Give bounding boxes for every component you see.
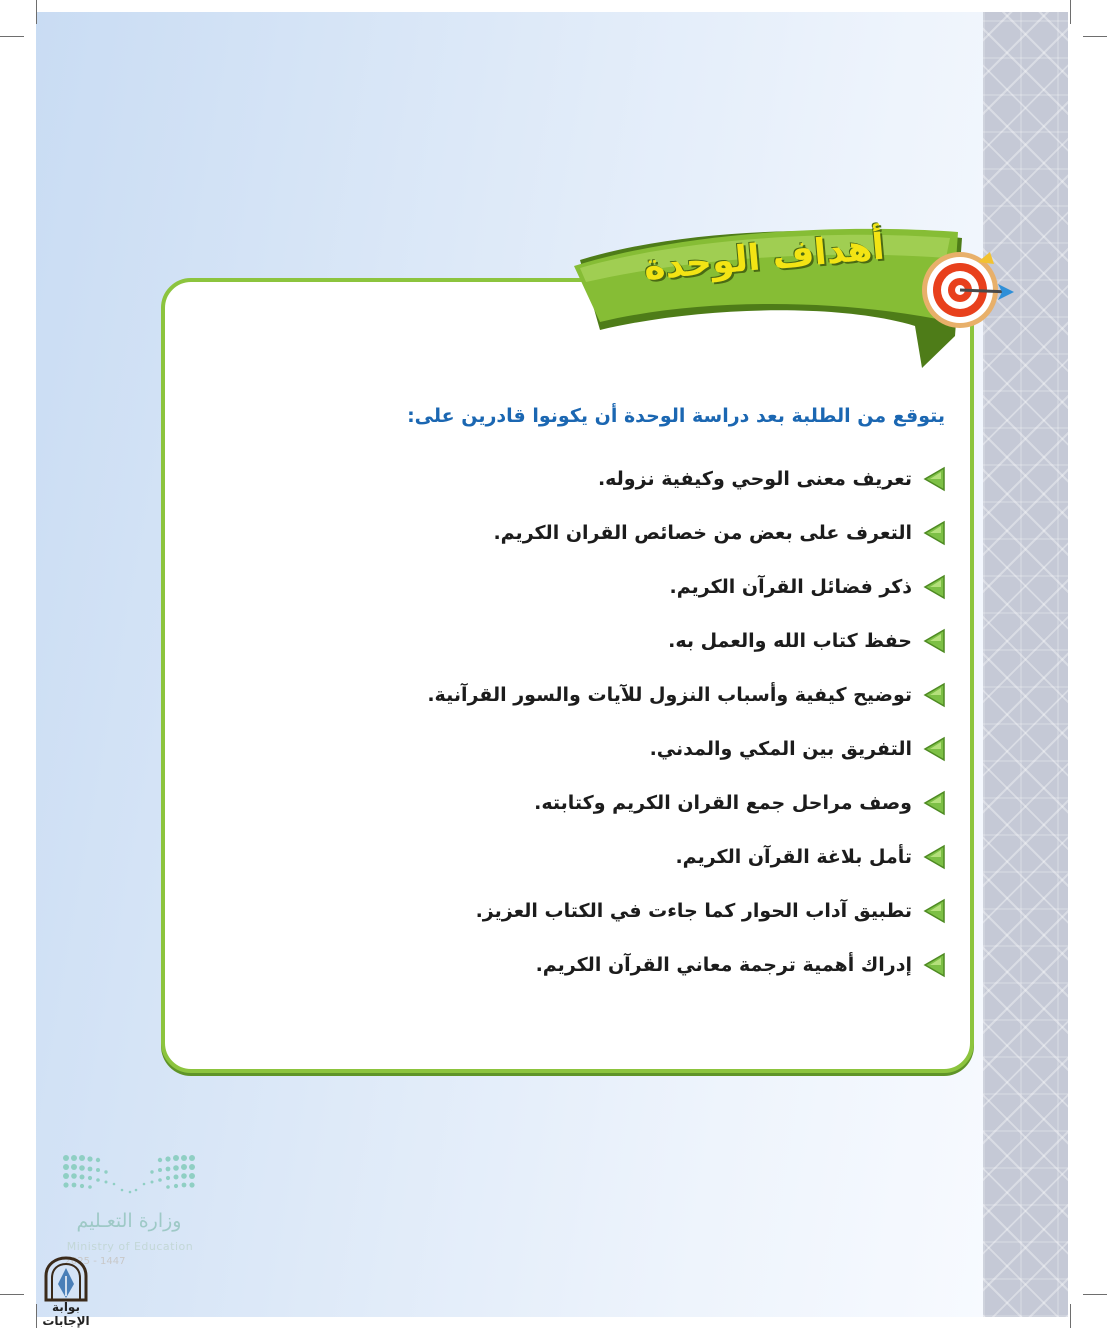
goals-list	[300, 452, 948, 992]
answers-portal-logo	[30, 1256, 102, 1328]
goal-item	[300, 668, 948, 722]
green-triangle-bullet-icon	[922, 736, 948, 762]
target-arrow-icon	[918, 248, 1016, 332]
green-triangle-bullet-icon	[922, 466, 948, 492]
goal-text: تطبيق آداب الحوار كما جاءت في الكتاب العزيز.	[475, 900, 912, 922]
crop-mark	[1070, 1304, 1071, 1328]
goal-item	[300, 506, 948, 560]
green-triangle-bullet-icon	[922, 628, 948, 654]
green-triangle-bullet-icon	[922, 520, 948, 546]
unit-goals-title: أهداف الوحدة	[642, 226, 887, 289]
islamic-pattern-strip	[983, 12, 1068, 1317]
goal-item	[300, 452, 948, 506]
green-triangle-bullet-icon	[922, 682, 948, 708]
goal-text: إدراك أهمية ترجمة معاني القرآن الكريم.	[535, 954, 912, 976]
goal-text: تأمل بلاغة القرآن الكريم.	[675, 846, 912, 868]
crop-mark	[0, 36, 24, 37]
green-triangle-bullet-icon	[922, 790, 948, 816]
intro-text: يتوقع من الطلبة بعد دراسة الوحدة أن يكونوا قادرين على:	[407, 405, 945, 427]
goal-item	[300, 614, 948, 668]
green-triangle-bullet-icon	[922, 952, 948, 978]
goal-text: ذكر فضائل القرآن الكريم.	[669, 576, 912, 598]
ministry-dots-icon	[60, 1152, 200, 1197]
crop-mark	[0, 1294, 24, 1295]
crop-mark	[1083, 1294, 1107, 1295]
green-triangle-bullet-icon	[922, 574, 948, 600]
pen-nib-arch-icon	[30, 1256, 102, 1302]
goal-text: توضيح كيفية وأسباب النزول للآيات والسور القرآنية.	[427, 684, 912, 706]
crop-mark	[1083, 36, 1107, 37]
goal-text: وصف مراحل جمع القران الكريم وكتابته.	[534, 792, 912, 814]
goal-text: تعريف معنى الوحي وكيفية نزوله.	[597, 468, 912, 490]
crop-mark	[1070, 0, 1071, 24]
ministry-name-english: Ministry of Education	[66, 1240, 194, 1253]
goal-item	[300, 722, 948, 776]
goal-text: حفظ كتاب الله والعمل به.	[668, 630, 912, 652]
crop-mark	[36, 0, 37, 24]
goal-item	[300, 884, 948, 938]
edition-year: 2025 - 1447	[64, 1256, 126, 1267]
goal-item	[300, 830, 948, 884]
green-triangle-bullet-icon	[922, 898, 948, 924]
goal-item	[300, 560, 948, 614]
goal-text: التعرف على بعض من خصائص القران الكريم.	[493, 522, 912, 544]
goal-item	[300, 776, 948, 830]
answers-portal-label: بوابة الإجابات	[42, 1300, 90, 1328]
goal-text: التفريق بين المكي والمدني.	[649, 738, 912, 760]
goal-item	[300, 938, 948, 992]
ministry-of-education-logo	[60, 1152, 200, 1272]
ministry-name-arabic: وزارة التعـليم	[76, 1210, 182, 1232]
green-triangle-bullet-icon	[922, 844, 948, 870]
